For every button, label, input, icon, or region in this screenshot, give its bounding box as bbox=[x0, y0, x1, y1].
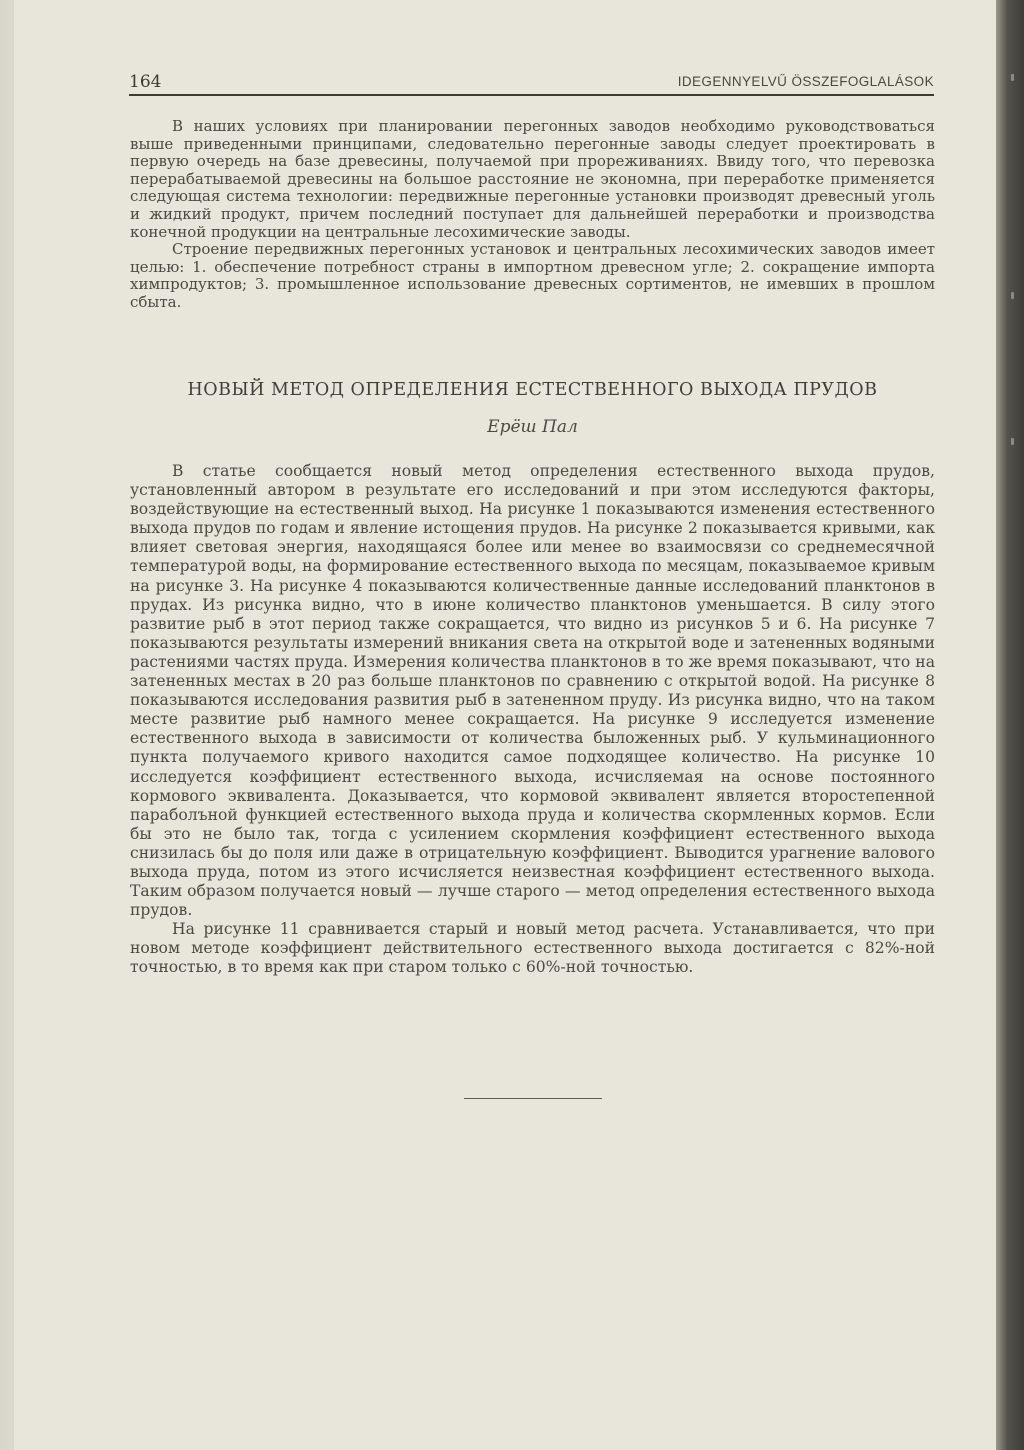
scan-mark bbox=[1011, 292, 1014, 299]
article-author: Ерёш Пал bbox=[487, 417, 578, 437]
section-divider bbox=[464, 1098, 602, 1099]
summary-paragraph: Строение передвижных перегонных установок и центральных лесохимических заводов имеет целью: 1. обеспечение потребност страны в импортном древесном угле; 2. сокращение импорта химпродуктов; 3. промышленное использование древесных сортиментов, не имевших в прошлом сбыта. bbox=[130, 240, 935, 311]
article-paragraph: На рисунке 11 сравнивается старый и новый метод расчета. Устанавливается, что при новом методе коэффициент действительного естественного выхода достигается с 82%-ной точностью, в то время как при старом только с 60%-ной точностью. bbox=[130, 920, 935, 977]
scan-mark bbox=[1011, 438, 1014, 445]
summary-paragraph: В наших условиях при планировании перегонных заводов необходимо руководствоваться выше приведенными принципами, следовательно перегонные заводы следует проектировать в первую очередь на базе древесины, получаемой при прореживаниях. Ввиду того, что перевозка перерабатываемой древесины на большое расстояние не экономна, при переработке применяется следующая система технологии: передвижные перегонные установки производят древесный уголь и жидкий продукт, причем последний поступает для дальнейшей переработки и производства конечной продукции на центральные лесохимические заводы. bbox=[130, 117, 935, 241]
running-head: IDEGENNYELVŰ ÖSSZEFOGLALÁSOK bbox=[677, 74, 934, 89]
scan-mark bbox=[1011, 74, 1014, 81]
previous-article-summary bbox=[130, 118, 935, 312]
article-body bbox=[130, 462, 935, 978]
page-number: 164 bbox=[129, 72, 162, 92]
article-title: НОВЫЙ МЕТОД ОПРЕДЕЛЕНИЯ ЕСТЕСТВЕННОГО ВЫХОДА ПРУДОВ bbox=[187, 380, 878, 400]
book-spine-edge bbox=[996, 0, 1024, 1450]
page-header bbox=[129, 64, 934, 96]
article-paragraph: В статье сообщается новый метод определения естественного выхода прудов, установленный автором в результате его исследований и при этом исследуются факторы, воздействующие на естественный выход. На рисунке 1 показываются изменения естественного выхода прудов по годам и явление истощения прудов. На рисунке 2 показывается кривыми, как влияет световая энергия, находящаяся более или менее во взаимосвязи со среднемесячной температурой воды, на формирование естественного выхода по месяцам, показываемое кривым на рисунке 3. На рисунке 4 показываются количественные данные исследований планктонов в прудах. Из рисунка видно, что в июне количество планктонов уменьшается. В силу этого развитие рыб в этот период также сокращается, что видно из рисунков 5 и 6. На рисунке 7 показываются результаты измерений вникания света на открытой воде и затененных водяными растениями частях пруда. Измерения количества планктонов в то же время показывают, что на затененных местах в 20 раз больше планктонов по сравнению с открытой водой. На рисунке 8 показываются исследования развития рыб в затененном пруду. Из рисунка видно, что на таком месте развитие рыб намного менее сокращается. На рисунке 9 исследуется изменение естественного выхода в зависимости от количества быложенных рыб. У кульминационного пункта получаемого кривого находится самое подходящее количество. На рисунке 10 исследуется коэффициент естественного выхода, исчисляемая на основе постоянного кормового эквивалента. Доказывается, что кормовой эквивалент является второстепенной параболъной функцией естественного выхода пруда и количества скормленных кормов. Если бы это не было так, тогда с усилением скормления коэффициент естественного выхода снизилась бы до поля или даже в отрицательную коэффициент. Выводится урагнение валового выхода пруда, потом из этого исчисляется неизвестная коэффициент естественного выхода. Таким образом получается новый — лучше старого — метод определения естественного выхода прудов. bbox=[130, 462, 935, 920]
